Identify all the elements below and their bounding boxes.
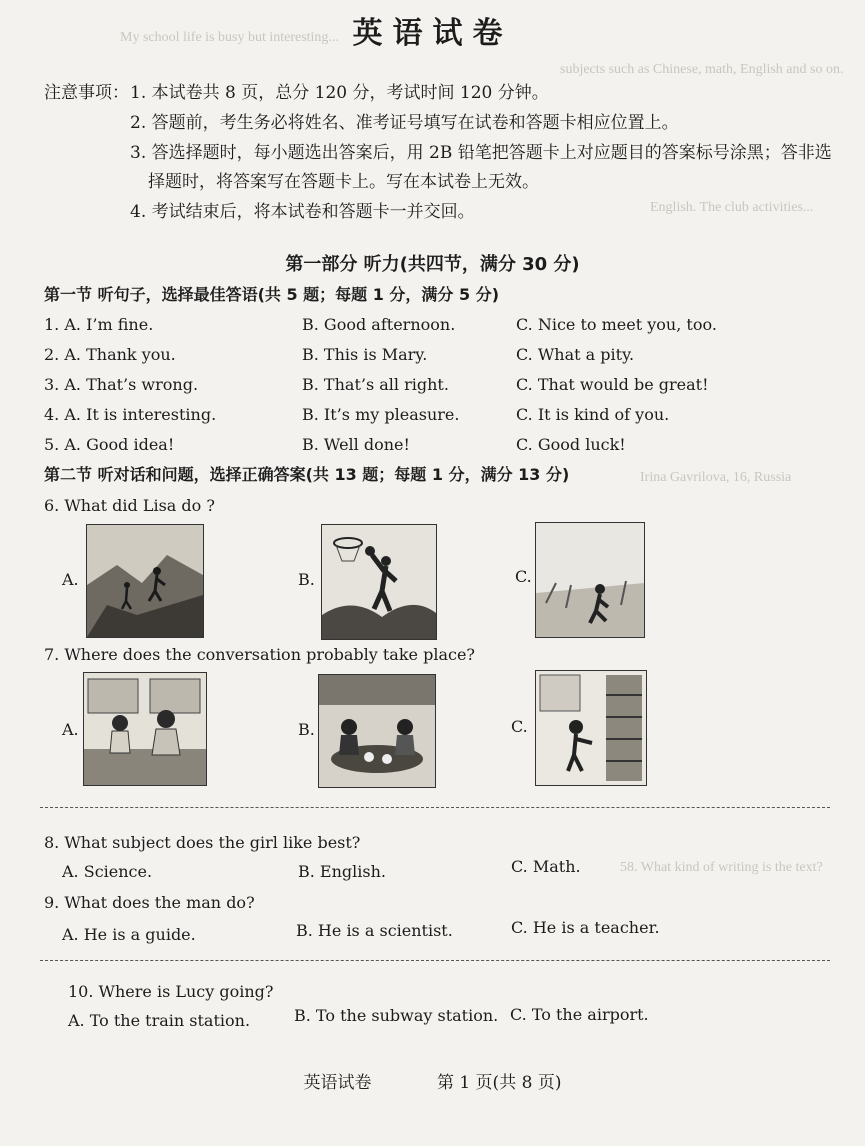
- section1-title: 第一节 听句子，选择最佳答语(共 5 题；每题 1 分，满分 5 分): [44, 285, 500, 304]
- notice-item-3: 3. 答选择题时，每小题选出答案后，用 2B 铅笔把答题卡上对应题目的答案标号涂黑；答非选: [130, 143, 832, 163]
- question-3-option-a[interactable]: 3. A. That’s wrong.: [44, 375, 199, 394]
- question-5-option-c[interactable]: C. Good luck!: [516, 435, 626, 454]
- classroom-picture[interactable]: [83, 672, 207, 786]
- question-8-text: 8. What subject does the girl like best?: [44, 833, 361, 852]
- question-1-option-c[interactable]: C. Nice to meet you, too.: [516, 315, 717, 334]
- question-7-text: 7. Where does the conversation probably take place?: [44, 645, 475, 664]
- question-4-option-b[interactable]: B. It’s my pleasure.: [302, 405, 460, 424]
- question-4-option-a[interactable]: 4. A. It is interesting.: [44, 405, 217, 424]
- page-footer: [0, 1068, 865, 1093]
- question-7-label-a: A.: [62, 720, 79, 739]
- basketball-picture[interactable]: [321, 524, 437, 640]
- question-6-label-b: B.: [298, 570, 315, 589]
- bleed-through-text: subjects such as Chinese, math, English and so on.: [560, 62, 844, 77]
- hiking-picture[interactable]: [86, 524, 204, 638]
- dashed-divider: [40, 807, 830, 808]
- restaurant-picture[interactable]: [318, 674, 436, 788]
- question-1-option-b[interactable]: B. Good afternoon.: [302, 315, 456, 334]
- question-6-label-a: A.: [62, 570, 79, 589]
- part-title: 第一部分 听力(共四节，满分 30 分): [285, 254, 580, 275]
- bleed-through-text: Irina Gavrilova, 16, Russia: [640, 470, 792, 485]
- notice-item-4: 4. 考试结束后，将本试卷和答题卡一并交回。: [130, 202, 475, 222]
- notice-item-3-cont: 择题时，将答案写在答题卡上。写在本试卷上无效。: [148, 172, 539, 192]
- question-10-option-c[interactable]: C. To the airport.: [510, 1005, 649, 1024]
- question-8-option-a[interactable]: A. Science.: [62, 862, 153, 881]
- question-7-label-c: C.: [511, 717, 528, 736]
- question-2-option-b[interactable]: B. This is Mary.: [302, 345, 428, 364]
- question-9-option-c[interactable]: C. He is a teacher.: [511, 918, 660, 937]
- question-9-text: 9. What does the man do?: [44, 893, 255, 912]
- library-picture[interactable]: [535, 670, 647, 786]
- question-8-option-c[interactable]: C. Math.: [511, 857, 581, 876]
- question-2-option-a[interactable]: 2. A. Thank you.: [44, 345, 176, 364]
- question-10-option-a[interactable]: A. To the train station.: [68, 1011, 251, 1030]
- notice-item-1: 1. 本试卷共 8 页，总分 120 分，考试时间 120 分钟。: [130, 83, 549, 103]
- question-9-option-a[interactable]: A. He is a guide.: [62, 925, 196, 944]
- question-6-text: 6. What did Lisa do ?: [44, 496, 215, 515]
- question-3-option-c[interactable]: C. That would be great!: [516, 375, 709, 394]
- question-5-option-b[interactable]: B. Well done!: [302, 435, 410, 454]
- notice-item-2: 2. 答题前，考生务必将姓名、准考证号填写在试卷和答题卡相应位置上。: [130, 113, 679, 133]
- question-10-text: 10. Where is Lucy going?: [68, 982, 274, 1001]
- footer-subject: 英语试卷: [303, 1073, 372, 1093]
- bleed-through-text: 58. What kind of writing is the text?: [620, 860, 823, 875]
- question-2-option-c[interactable]: C. What a pity.: [516, 345, 635, 364]
- question-7-label-b: B.: [298, 720, 315, 739]
- bleed-through-text: My school life is busy but interesting...: [120, 30, 339, 45]
- question-4-option-c[interactable]: C. It is kind of you.: [516, 405, 670, 424]
- bleed-through-text: English. The club activities...: [650, 200, 814, 215]
- dashed-divider: [40, 960, 830, 961]
- question-3-option-b[interactable]: B. That’s all right.: [302, 375, 449, 394]
- question-10-option-b[interactable]: B. To the subway station.: [294, 1006, 499, 1025]
- question-9-option-b[interactable]: B. He is a scientist.: [296, 921, 453, 940]
- question-6-label-c: C.: [515, 567, 532, 586]
- question-1-option-a[interactable]: 1. A. I’m fine.: [44, 315, 154, 334]
- question-8-option-b[interactable]: B. English.: [298, 862, 386, 881]
- section2-title: 第二节 听对话和问题，选择正确答案(共 13 题；每题 1 分，满分 13 分): [44, 465, 570, 484]
- exam-title: 英语试卷: [352, 16, 513, 51]
- gardening-picture[interactable]: [535, 522, 645, 638]
- notice-label: 注意事项：: [44, 83, 129, 103]
- footer-page-number: 第 1 页(共 8 页): [436, 1073, 562, 1093]
- question-5-option-a[interactable]: 5. A. Good idea!: [44, 435, 175, 454]
